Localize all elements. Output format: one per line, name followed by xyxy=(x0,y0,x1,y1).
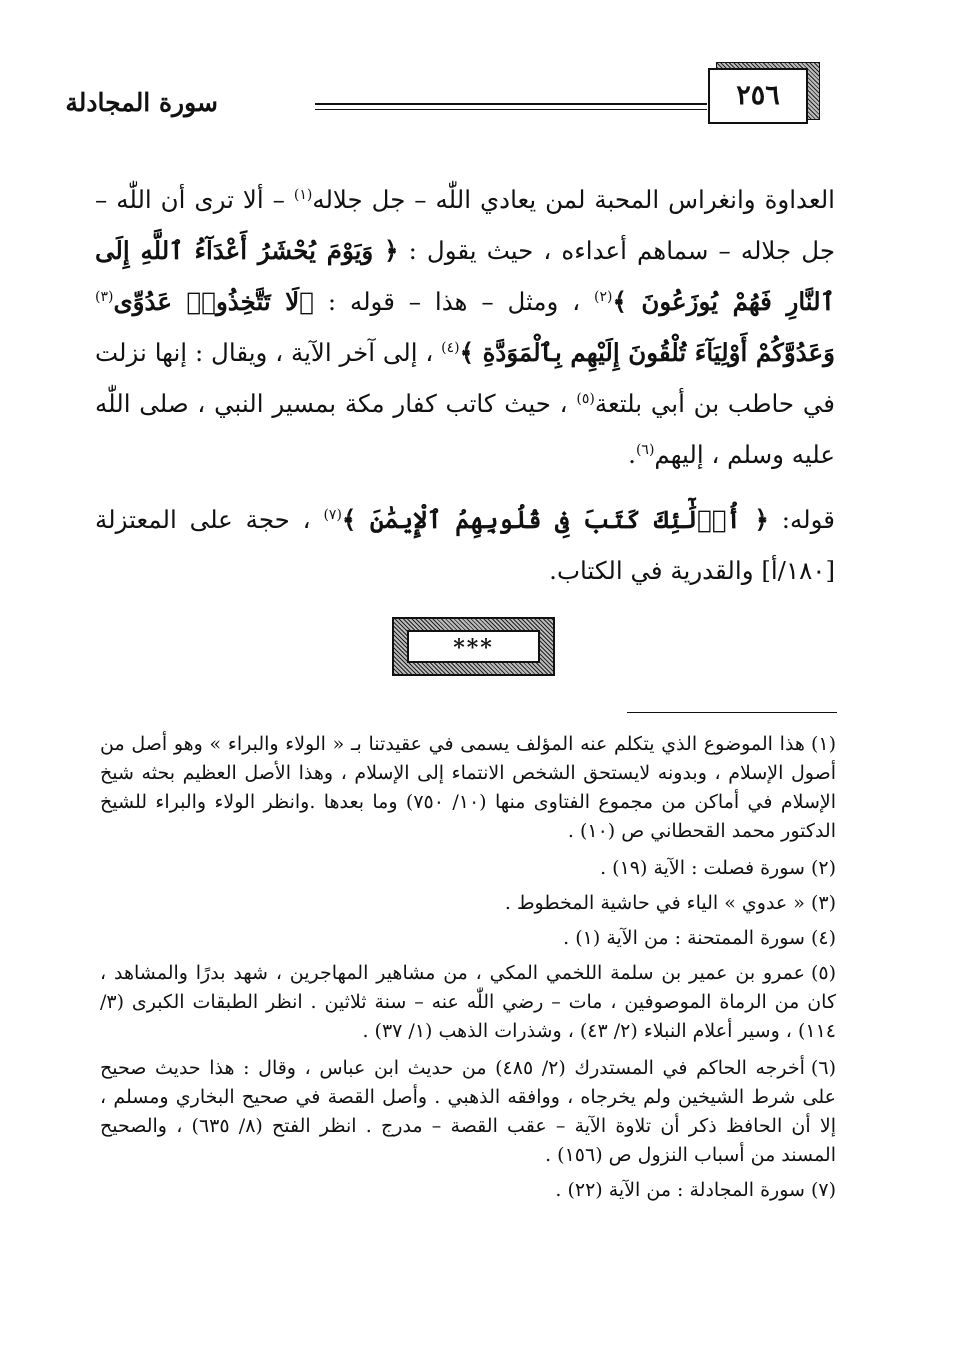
text-run: العداوة وانغراس المحبة لمن يعادي اللّٰه – جل جلاله xyxy=(312,185,835,214)
footnote-number: (٥) xyxy=(810,962,836,984)
footnote-text: هذا الموضوع الذي يتكلم عنه المؤلف يسمى في عقيدتنا بـ « الولاء والبراء » وهو أصل من أصول الإسلام ، وبدونه لايستحق الشخص الانتماء إلى الإسلام ، وهذا الأصل العظيم بحثه شيخ الإسلام في أماكن من مجموع الفتاوى منها (١٠/ ٧٥٠) وما بعدها .وانظر الولاء والبراء للشيخ الدكتور محمد القحطاني ص (١٠) . xyxy=(100,733,836,842)
footnote-separator xyxy=(627,712,837,713)
footnote-ref-3[interactable]: (٣) xyxy=(95,288,114,305)
footnote-text: سورة الممتحنة : من الآية (١) . xyxy=(563,927,805,949)
quran-verse: ﴿ وَيَوْمَ يُحْشَرُ أَعْدَآءُ ٱللَّهِ إِلَى ٱلنَّارِ فَهُمْ يُوزَعُونَ ﴾ xyxy=(95,236,835,316)
footnote-5 xyxy=(100,959,836,1046)
footnote-ref-4[interactable]: (٤) xyxy=(441,339,460,356)
footnote-number: (٣) xyxy=(810,892,836,914)
footnote-ref-5[interactable]: (٥) xyxy=(576,390,595,407)
text-run: ، إلى آخر الآية ، ويقال : إنها نزلت في حاطب بن أبي بلتعة xyxy=(95,338,835,418)
footnotes xyxy=(100,730,836,1211)
running-title: سورة المجادلة xyxy=(65,88,218,117)
header-rule-thin xyxy=(315,109,707,110)
footnote-text: عمرو بن عمير بن سلمة اللخمي المكي ، من مشاهير المهاجرين ، شهد بدرًا والمشاهد ، كان من الرماة الموصوفين ، مات – رضي اللّٰه عنه – سنة ثلاثين . انظر الطبقات الكبرى (٣/ ١١٤) ، وسير أعلام النبلاء (٢/ ٤٣) ، وشذرات الذهب (١/ ٣٧) . xyxy=(100,962,836,1042)
paragraph-2 xyxy=(95,494,835,596)
footnote-text: سورة المجادلة : من الآية (٢٢) . xyxy=(555,1179,805,1201)
footnote-4 xyxy=(100,924,836,953)
header-rule xyxy=(315,103,707,105)
footnote-number: (٦) xyxy=(810,1057,836,1079)
text-run: ، حجة على المعتزلة [١٨٠/أ] والقدرية في الكتاب. xyxy=(95,505,835,585)
footnote-7 xyxy=(100,1176,836,1205)
main-text xyxy=(95,174,835,596)
text-run: ، ومثل – هذا – قوله : xyxy=(313,287,594,316)
footnote-text: أخرجه الحاكم في المستدرك (٢/ ٤٨٥) من حديث ابن عباس ، وقال : هذا حديث صحيح على شرط الشيخين ولم يخرجاه ، ووافقه الذهبي . وأصل القصة في صحيح البخاري ومسلم ، إلا أن الحافظ ذكر أن تلاوة الآية – عقب القصة – مدرج . انظر الفتح (٨/ ٦٣٥) ، والصحيح المسند من أسباب النزول ص (١٥٦) . xyxy=(100,1057,836,1166)
footnote-ref-7[interactable]: (٧) xyxy=(323,506,342,523)
footnote-1 xyxy=(100,730,836,846)
footnote-ref-1[interactable]: (١) xyxy=(293,186,313,203)
quran-verse: ﴿لَا تَتَّخِذُوا۟ عَدُوِّى xyxy=(113,287,314,316)
footnote-ref-6[interactable]: (٦) xyxy=(635,441,655,458)
paragraph-1 xyxy=(95,174,835,480)
footnote-6 xyxy=(100,1054,836,1170)
quran-verse: وَعَدُوَّكُمْ أَوْلِيَآءَ تُلْقُونَ إِلَيْهِم بِٱلْمَوَدَّةِ ﴾ xyxy=(459,338,835,367)
ornament-stars: *** xyxy=(407,630,540,663)
page-number: ٢٥٦ xyxy=(708,68,808,124)
footnote-text: سورة فصلت : الآية (١٩) . xyxy=(600,857,805,879)
footnote-number: (١) xyxy=(810,733,836,755)
footnote-number: (٤) xyxy=(810,927,836,949)
footnote-3 xyxy=(100,889,836,918)
footnote-ref-2[interactable]: (٢) xyxy=(593,288,613,305)
section-ornament xyxy=(392,617,555,676)
footnote-text: « عدوي » الياء في حاشية المخطوط . xyxy=(504,892,805,914)
text-run: – ألا ترى أن اللّٰه – جل جلاله – سماهم أعداءه ، حيث يقول : xyxy=(95,185,836,265)
footnote-number: (٧) xyxy=(810,1179,836,1201)
footnote-number: (٢) xyxy=(810,857,836,879)
text-run: . xyxy=(628,440,636,469)
text-run: ، حيث كاتب كفار مكة بمسير النبي ، صلى اللّٰه عليه وسلم ، إليهم xyxy=(95,389,835,469)
text-run: قوله: xyxy=(768,505,835,534)
quran-verse: ﴿ أُو۟لَٰٓئِكَ كَتَبَ فِى قُلُوبِهِمُ ٱلْإِيمَٰنَ ﴾ xyxy=(341,505,769,534)
footnote-2 xyxy=(100,854,836,883)
